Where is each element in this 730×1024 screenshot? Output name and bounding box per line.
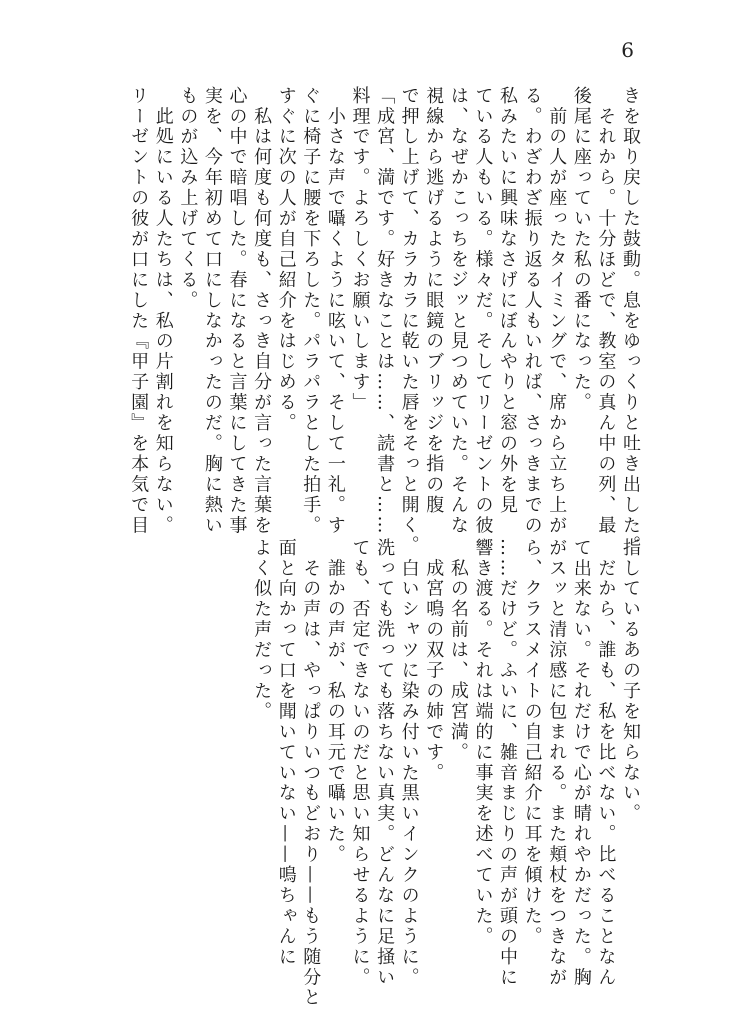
text-line: 視線から逃げるように眼鏡のブリッジを指の腹 bbox=[423, 86, 445, 516]
text-line: ……だけど。ふいに、雑音まじりの声が頭の中に bbox=[497, 538, 519, 988]
text-line: 響き渡る。それは端的に事実を述べていた。 bbox=[472, 538, 494, 947]
text-line: それから。十分ほどで、教室の真ん中の列、最 bbox=[595, 86, 617, 536]
text-line: 此処にいる人たちは、私の片割れを知らない。 bbox=[152, 86, 174, 536]
page-number: 6 bbox=[621, 38, 634, 62]
text-line: 小さな声で囁くように呟いて、そして一礼。す bbox=[324, 86, 346, 536]
text-line: 面と向かって口を聞いていない——鳴ちゃんに bbox=[275, 538, 297, 968]
text-line: ぐに椅子に腰を下ろした。パラパラとした拍手。 bbox=[300, 86, 322, 536]
text-line: ても、否定できないのだと思い知らせるように。 bbox=[349, 538, 371, 988]
text-line: がスッと清涼感に包まれる。また頬杖をつきなが bbox=[546, 538, 568, 988]
text-line: は、なぜかこっちをジッと見つめていた。そんな bbox=[447, 86, 469, 536]
text-line: その声は、やっぱりいつもどおり——もう随分と bbox=[300, 538, 322, 1009]
text-line: ている人もいる。様々だ。そしてリーゼントの彼 bbox=[472, 86, 494, 536]
text-line: 前の人が座ったタイミングで、席から立ち上が bbox=[546, 86, 568, 536]
text-line: ら、クラスメイトの自己紹介に耳を傾けた。 bbox=[521, 538, 543, 947]
text-line: 心の中で暗唱した。春になると言葉にしてきた事 bbox=[226, 86, 248, 536]
text-line: て出来ない。それだけで心が晴れやかだった。胸 bbox=[570, 538, 592, 988]
text-line: 誰かの声が、私の耳元で囁いた。 bbox=[324, 538, 346, 866]
text-line: 指しているあの子を知らない。 bbox=[620, 538, 641, 825]
text-line: 白いシャツに染み付いた黒いインクのように。 bbox=[398, 538, 420, 988]
text-line: きを取り戻した鼓動。息をゆっくりと吐き出した。 bbox=[620, 86, 641, 557]
text-line: 料理です。よろしくお願いします」 bbox=[349, 86, 371, 414]
text-line: 実を、今年初めて口にしなかったのだ。胸に熱い bbox=[201, 86, 223, 536]
text-line: よく似た声だった。 bbox=[251, 538, 273, 723]
text-line: だから、誰も、私を比べない。比べることなん bbox=[595, 538, 617, 988]
text-line: 私の名前は、成宮満。 bbox=[447, 538, 469, 763]
text-block-lower bbox=[249, 538, 643, 1008]
text-line: る。わざわざ振り返る人もいれば、さっきまでの bbox=[521, 86, 543, 536]
text-line: 私みたいに興味なさげにぼんやりと窓の外を見 bbox=[497, 86, 519, 516]
text-line: ものが込み上げてくる。 bbox=[177, 86, 199, 311]
text-line: で押し上げて、カラカラに乾いた唇をそっと開く。 bbox=[398, 86, 420, 557]
text-block-upper bbox=[126, 86, 642, 556]
text-line: 「成宮、満です。好きなことは……、読書と…… bbox=[374, 86, 396, 536]
text-line: 後尾に座っていた私の番になった。 bbox=[570, 86, 592, 414]
text-line: 成宮鳴の双子の姉です。 bbox=[423, 538, 445, 784]
text-line: すぐに次の人が自己紹介をはじめる。 bbox=[275, 86, 297, 434]
text-line: リーゼントの彼が口にした『甲子園』を本気で目 bbox=[128, 86, 150, 536]
text-line: 私は何度も何度も、さっき自分が言った言葉を bbox=[251, 86, 273, 536]
text-line: 洗っても洗っても落ちない真実。どんなに足掻い bbox=[374, 538, 396, 988]
